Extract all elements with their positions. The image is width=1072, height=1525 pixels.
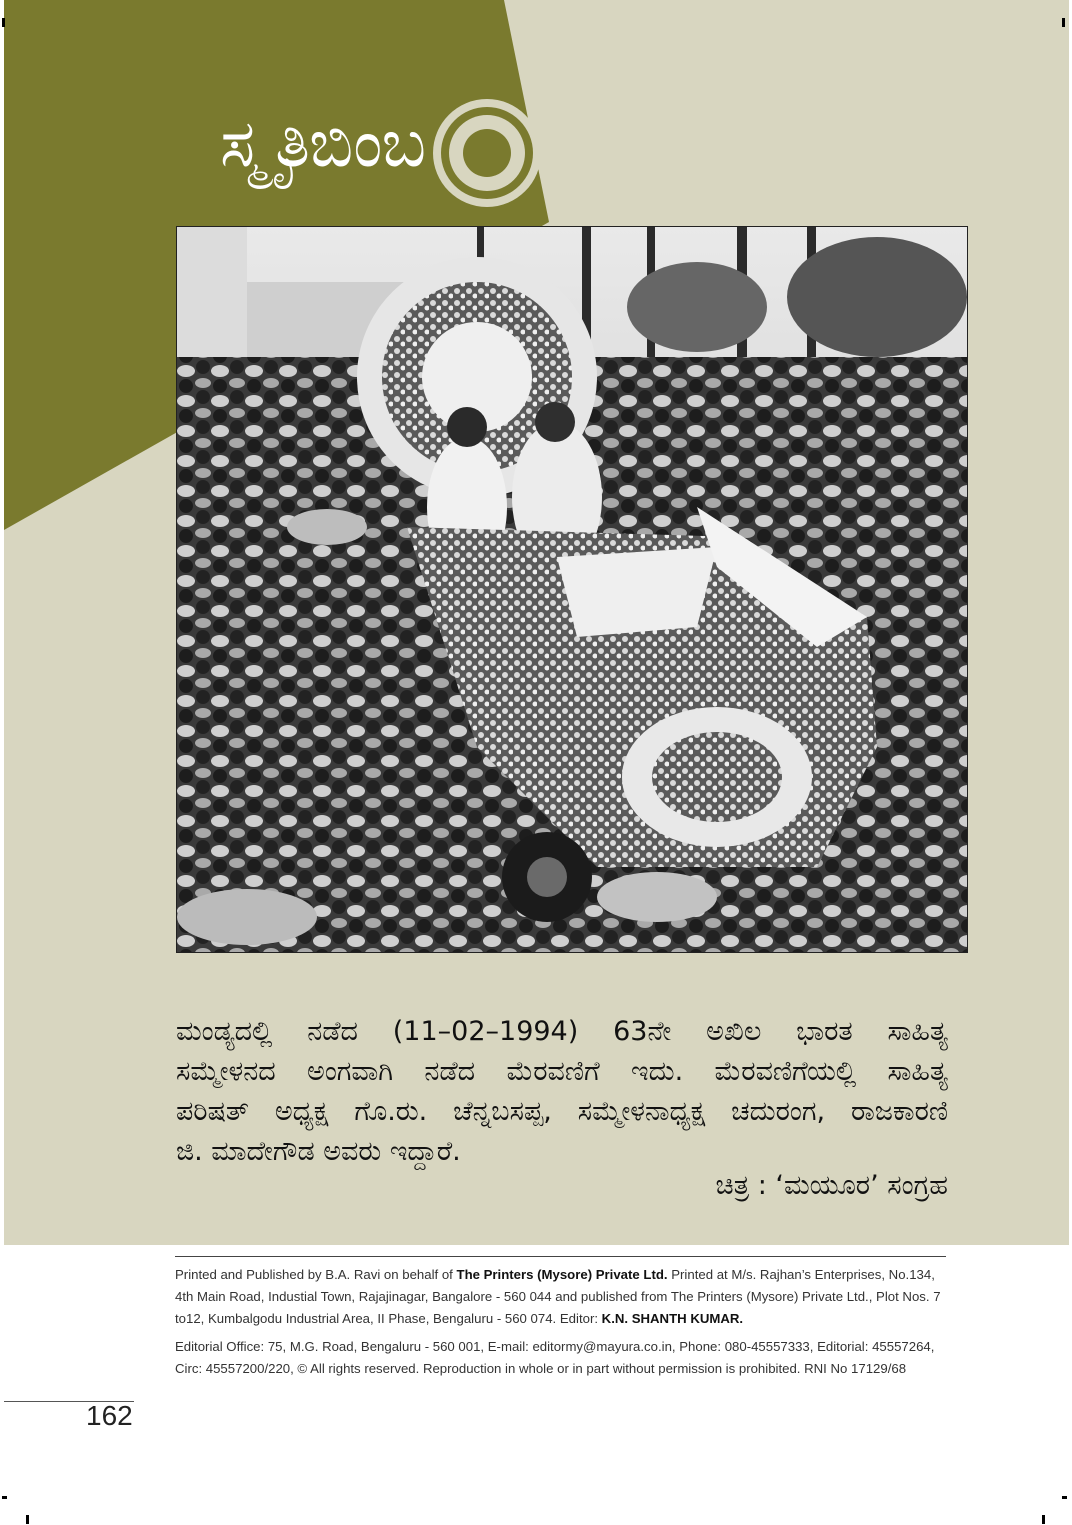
crop-mark	[1062, 1496, 1067, 1499]
caption-line: ಪರಿಷತ್ ಅಧ್ಯಕ್ಷ ಗೊ.ರು. ಚೆನ್ನಬಸಪ್ಪ, ಸಮ್ಮೇಳನಾಧ್ಯಕ್ಷ ಚದುರಂಗ, ರಾಜಕಾರಣಿ	[176, 1096, 948, 1127]
photo-caption	[176, 1012, 948, 1172]
imprint-publisher-paragraph	[175, 1264, 950, 1330]
imprint-text: Printed at M/s. Rajhan’s Enterprises, No.134, 4th Main Road, Industial Town, Rajajinagar, Bangalore - 560 044 and published from The Printers (Mysore) Private Ltd., Plot Nos. 7 to12, Kumbalgodu Industrial Area, II Phase, Bengaluru - 560 074. Editor:	[175, 1267, 941, 1326]
procession-photo	[176, 226, 968, 953]
imprint-company: The Printers (Mysore) Private Ltd.	[456, 1267, 668, 1282]
caption-line: ಸಮ್ಮೇಳನದ ಅಂಗವಾಗಿ ನಡೆದ ಮೆರವಣಿಗೆ ಇದು. ಮೆರವಣಿಗೆಯಲ್ಲಿ ಸಾಹಿತ್ಯ	[176, 1056, 948, 1087]
photo-credit: ಚಿತ್ರ : ‘ಮಯೂರ’ ಸಂಗ್ರಹ	[715, 1170, 948, 1201]
imprint-editor: K.N. SHANTH KUMAR.	[601, 1311, 744, 1326]
crop-mark	[26, 1515, 29, 1524]
imprint-office-paragraph: Editorial Office: 75, M.G. Road, Bengaluru - 560 001, E-mail: editormy@mayura.co.in, Phone: 080-45557333, Editorial: 45557264, Circ: 45557200/220, © All rights reserved. Reproduction in whole or in part without permission is prohibited. RNI No 17129/68	[175, 1339, 935, 1376]
crop-mark	[1042, 1515, 1045, 1524]
section-header	[220, 98, 543, 208]
target-ring-icon	[431, 97, 543, 209]
imprint-text: Printed and Published by B.A. Ravi on behalf of	[175, 1267, 457, 1282]
crop-mark	[1062, 18, 1065, 27]
imprint-divider	[175, 1256, 946, 1257]
crop-mark	[2, 1496, 7, 1499]
caption-line: ಮಂಡ್ಯದಲ್ಲಿ ನಡೆದ (11–02–1994) 63ನೇ ಅಖಿಲ ಭಾರತ ಸಾಹಿತ್ಯ	[176, 1016, 948, 1047]
crop-mark	[2, 18, 5, 27]
caption-line: ಜಿ. ಮಾದೇಗೌಡ ಅವರು ಇದ್ದಾರೆ.	[176, 1136, 461, 1167]
photo-illustration	[177, 227, 967, 952]
publication-imprint	[175, 1264, 950, 1380]
page-number: 162	[86, 1400, 133, 1431]
section-title: ಸ್ಮೃತಿಬಿಂಬ	[220, 105, 426, 182]
